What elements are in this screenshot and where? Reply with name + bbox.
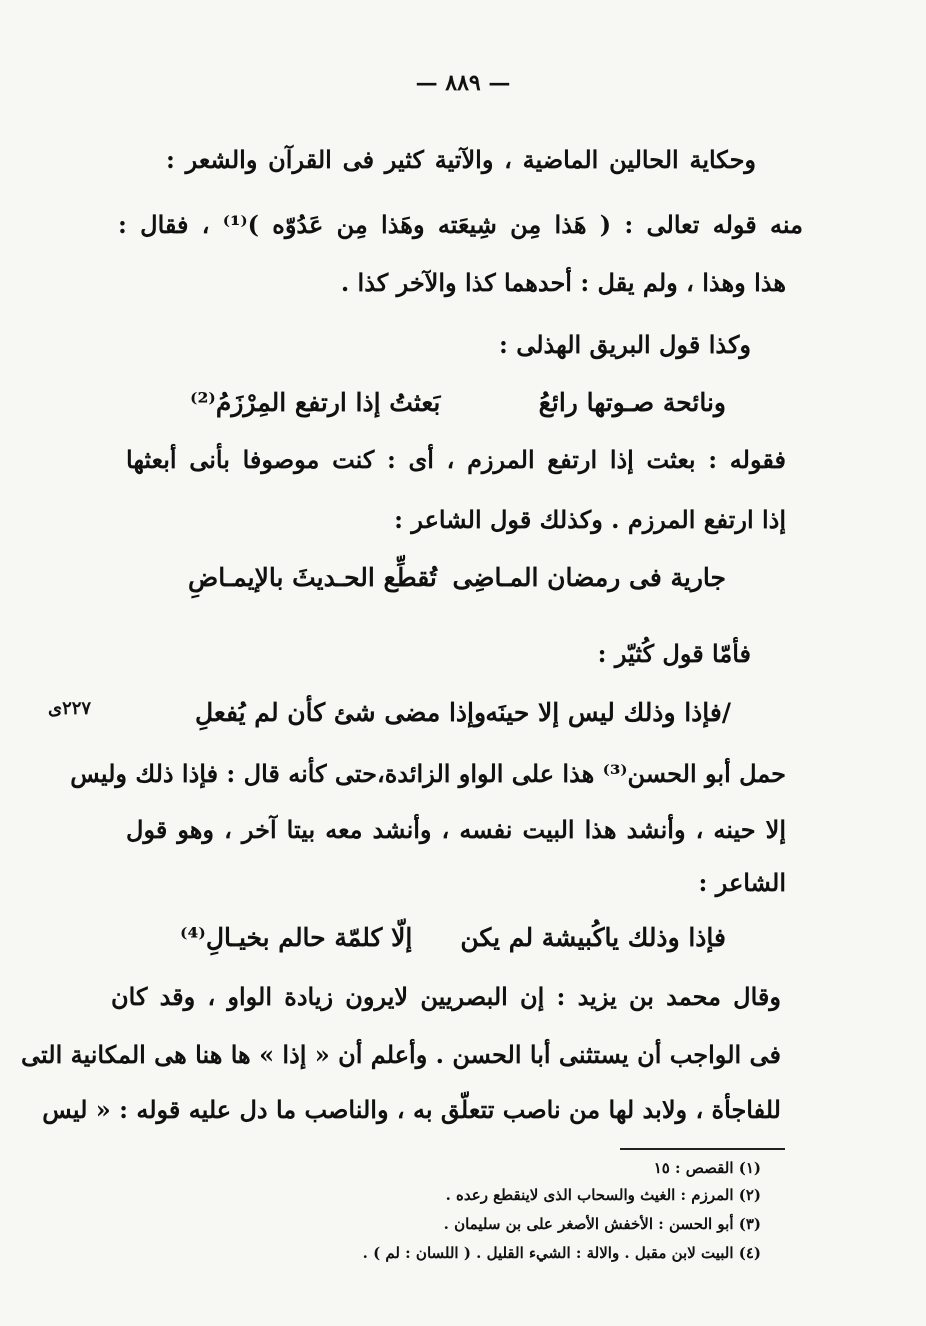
text-line: هذا وهذا ، ولم يقل : أحدهما كذا والآخر كذا . xyxy=(340,268,786,297)
text-line: وحكاية الحالين الماضية ، والآتية كثير فى القرآن والشعر : xyxy=(166,145,756,174)
verse-first-hemistich: فإذا وذلك ياكُبيشة لم يكن xyxy=(460,923,726,952)
text-line: فى الواجب أن يستثنى أبا الحسن . وأعلم أن « إذا » ها هنا هى المكانية التى xyxy=(21,1040,781,1069)
footnote: (٤) البيت لابن مقبل . والالة : الشيء القليل . ( اللسان : لم ) . xyxy=(362,1244,761,1262)
text-line: للفاجأة ، ولابد لها من ناصب تتعلّق به ، والناصب ما دل عليه قوله : « ليس xyxy=(42,1095,781,1124)
footnote-separator xyxy=(620,1148,785,1150)
margin-reference: ٢٢٧ى xyxy=(48,698,92,719)
verse-first-hemistich: جارية فى رمضان المـاضِى xyxy=(452,563,726,592)
verse-second-hemistich: تُقطِّع الحـديثَ بالإيمـاضِ xyxy=(188,563,437,592)
verse-first-hemistich: /فإذا وذلك ليس إلا حينَه xyxy=(485,698,731,727)
text-line: فقوله : بعثت إذا ارتفع المرزم ، أى : كنت موصوفا بأنى أبعثها xyxy=(126,445,786,474)
text-line: وقال محمد بن يزيد : إن البصريين لايرون زيادة الواو ، وقد كان xyxy=(111,982,781,1011)
text-line: الشاعر : xyxy=(698,868,786,897)
text-line: وكذا قول البريق الهذلى : xyxy=(499,330,751,359)
text-line: منه قوله تعالى : ( هَذا مِن شِيعَته وهَذا مِن عَدُوّه )⁽¹⁾ ، فقال : xyxy=(118,210,803,239)
text-line: حمل أبو الحسن⁽³⁾ هذا على الواو الزائدة،حتى كأنه قال : فإذا ذلك وليس xyxy=(70,759,786,788)
verse-second-hemistich: إلّا كلمّة حالم بخيـالِ⁽⁴⁾ xyxy=(180,923,413,952)
text-line: فأمّا قول كُثيّر : xyxy=(597,639,751,668)
verse-second-hemistich: وإذا مضى شئ كأن لم يُفعلِ xyxy=(195,698,487,727)
verse-second-hemistich: بَعثتُ إذا ارتفع المِرْزَمُ⁽²⁾ xyxy=(190,388,441,417)
page-number: — ٨٨٩ — xyxy=(415,70,511,96)
text-line: إلا حينه ، وأنشد هذا البيت نفسه ، وأنشد معه بيتا آخر ، وهو قول xyxy=(126,815,786,844)
footnote: (٢) المرزم : الغيث والسحاب الذى لاينقطع رعده . xyxy=(445,1186,761,1204)
verse-first-hemistich: ونائحة صـوتها رائعُ xyxy=(538,388,726,417)
footnote: (٣) أبو الحسن : الأخفش الأصغر على بن سليمان . xyxy=(443,1215,761,1233)
text-line: إذا ارتفع المرزم . وكذلك قول الشاعر : xyxy=(394,505,786,534)
footnote: (١) القصص : ١٥ xyxy=(653,1159,761,1177)
